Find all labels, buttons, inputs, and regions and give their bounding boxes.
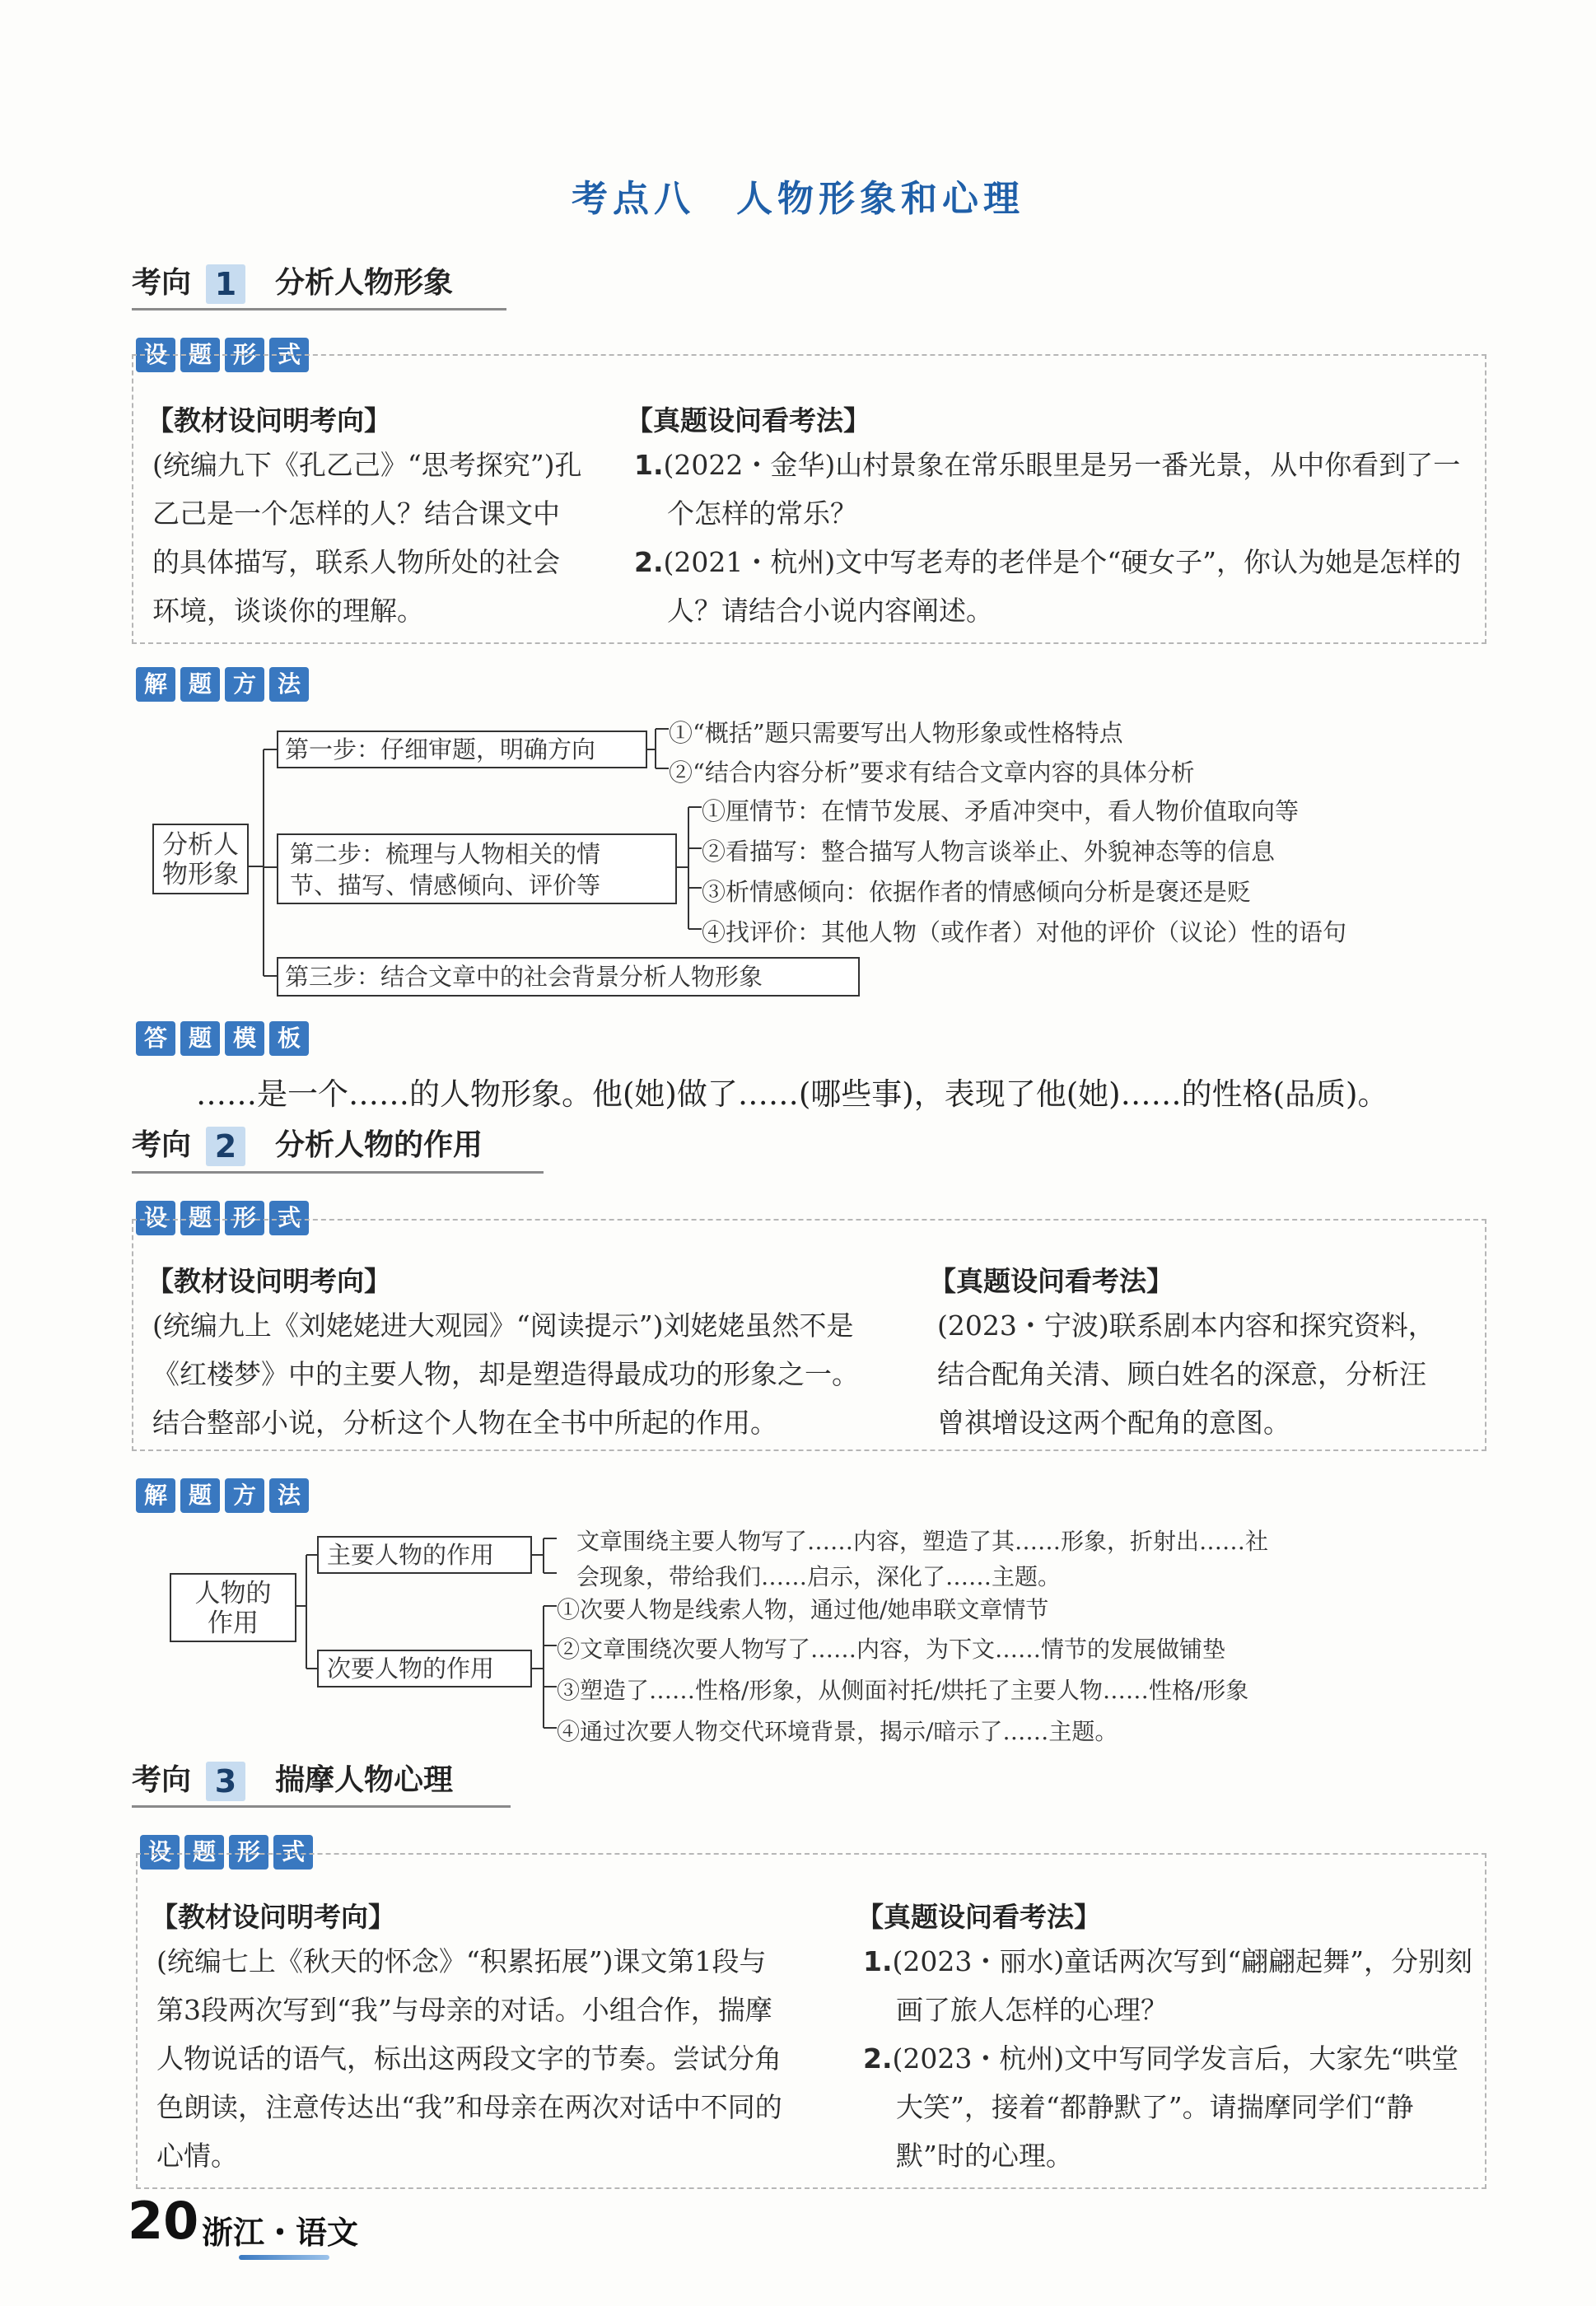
real-heading: 【真题设问看考法】	[929, 1265, 1174, 1297]
sheti-label: 设 题 形 式	[136, 1201, 309, 1235]
real-question: 1.(2022・金华)山村景象在常乐眼里是另一番光景，从中你看到了一个怎样的常乐？	[634, 449, 1461, 530]
diagram-main-item: 文章围绕主要人物写了……内容，塑造了其……形象，折射出……社	[576, 1528, 1269, 1555]
jieti-label: 解 题 方 法	[136, 667, 309, 702]
diagram-root-1: 分析人 物形象	[152, 824, 249, 894]
kaoxiang-number: 3	[206, 1762, 245, 1801]
real-question: 1.(2023・丽水)童话两次写到“翩翩起舞”，分别刻画了旅人怎样的心理？	[863, 1945, 1472, 2026]
real-question-2: (2023・宁波)联系剧本内容和探究资料， 结合配角关清、顾白姓名的深意，分析汪 曾祺增设这两个配角的意图。	[937, 1309, 1435, 1439]
sheti-label: 设 题 形 式	[140, 1835, 313, 1870]
page-title: 考点八 人物形象和心理	[572, 178, 1024, 220]
kaoxiang-number: 1	[206, 264, 245, 304]
diagram-minor-item: ①次要人物是线索人物，通过他/她串联文章情节	[557, 1596, 1049, 1623]
textbook-heading: 【教材设问明考向】	[147, 1265, 391, 1297]
diagram-step3: 第三步：结合文章中的社会背景分析人物形象	[277, 957, 860, 997]
diagram-step2-item: ①厘情节：在情节发展、矛盾冲突中，看人物价值取向等	[702, 797, 1300, 825]
real-heading: 【真题设问看考法】	[856, 1901, 1101, 1933]
real-questions-3	[863, 1937, 1472, 2180]
diagram-root-2: 人物的 作用	[170, 1573, 296, 1642]
footer-decoration	[239, 2255, 329, 2260]
answer-template: ……是一个……的人物形象。他(她)做了……(哪些事)，表现了他(她)……的性格(品质)。	[196, 1076, 1388, 1112]
jieti-label: 解 题 方 法	[136, 1478, 309, 1513]
diagram-main-item: 会现象，带给我们……启示，深化了……主题。	[576, 1563, 1062, 1590]
kaoxiang-label: 考向	[132, 266, 192, 300]
kaoxiang-label: 考向	[132, 1128, 192, 1162]
diagram-step2-item: ③析情感倾向：依据作者的情感倾向分析是褒还是贬	[702, 878, 1252, 906]
textbook-heading: 【教材设问明考向】	[151, 1901, 395, 1933]
diagram-step2-item: ②看描写：整合描写人物言谈举止、外貌神态等的信息	[702, 838, 1276, 866]
real-heading: 【真题设问看考法】	[626, 404, 870, 436]
diagram-step2-item: ④找评价：其他人物（或作者）对他的评价（议论）性的语句	[702, 918, 1347, 946]
textbook-question-2: (统编九上《刘姥姥进大观园》“阅读提示”)刘姥姥虽然不是 《红楼梦》中的主要人物，却是塑造得最成功的形象之一。 结合整部小说，分析这个人物在全书中所起的作用。	[152, 1309, 859, 1439]
kaoxiang-heading-3	[132, 1757, 453, 1801]
kaoxiang-label: 考向	[132, 1763, 192, 1797]
kaoxiang-underline	[132, 1805, 511, 1808]
kaoxiang-title: 分析人物形象	[275, 266, 454, 300]
footer-label: 浙江・语文	[202, 2215, 359, 2251]
daan-label: 答 题 模 板	[136, 1021, 309, 1056]
page-number: 20	[128, 2191, 199, 2251]
diagram-minor-item: ②文章围绕次要人物写了……内容，为下文……情节的发展做铺垫	[557, 1636, 1226, 1663]
diagram-step2: 第二步：梳理与人物相关的情 节、描写、情感倾向、评价等	[277, 833, 677, 904]
diagram-minor-item: ③塑造了……性格/形象，从侧面衬托/烘托了主要人物……性格/形象	[557, 1677, 1249, 1704]
kaoxiang-title: 揣摩人物心理	[275, 1763, 454, 1797]
diagram-step1-item: ②“结合内容分析”要求有结合文章内容的具体分析	[669, 759, 1195, 787]
diagram-minor-role: 次要人物的作用	[317, 1650, 532, 1687]
diagram-step1-item: ①“概括”题只需要写出人物形象或性格特点	[669, 719, 1123, 747]
textbook-question-3: (统编七上《秋天的怀念》“积累拓展”)课文第1段与 第3段两次写到“我”与母亲的对话。小组合作，揣摩 人物说话的语气，标出这两段文字的节奏。尝试分角 色朗读，注意传达出“我”和母亲在两次对话中不同的 心情。	[156, 1945, 782, 2172]
kaoxiang-heading-2	[132, 1122, 483, 1166]
diagram-main-role: 主要人物的作用	[317, 1536, 532, 1574]
kaoxiang-underline	[132, 1171, 544, 1174]
real-question: 2.(2023・杭州)文中写同学发言后，大家先“哄堂大笑”，接着“都静默了”。请揣摩同学们“静默”时的心理。	[863, 2042, 1459, 2172]
real-question: 2.(2021・杭州)文中写老寿的老伴是个“硬女子”，你认为她是怎样的人？请结合小说内容阐述。	[634, 546, 1461, 627]
textbook-question-1: (统编九下《孔乙己》“思考探究”)孔 乙己是一个怎样的人？结合课文中 的具体描写，联系人物所处的社会 环境，谈谈你的理解。	[152, 449, 582, 627]
kaoxiang-number: 2	[206, 1127, 245, 1166]
textbook-heading: 【教材设问明考向】	[147, 404, 391, 436]
diagram-step1: 第一步：仔细审题，明确方向	[277, 731, 647, 768]
kaoxiang-title: 分析人物的作用	[275, 1128, 483, 1162]
sheti-label: 设 题 形 式	[136, 338, 309, 372]
diagram-minor-item: ④通过次要人物交代环境背景，揭示/暗示了……主题。	[557, 1718, 1118, 1745]
